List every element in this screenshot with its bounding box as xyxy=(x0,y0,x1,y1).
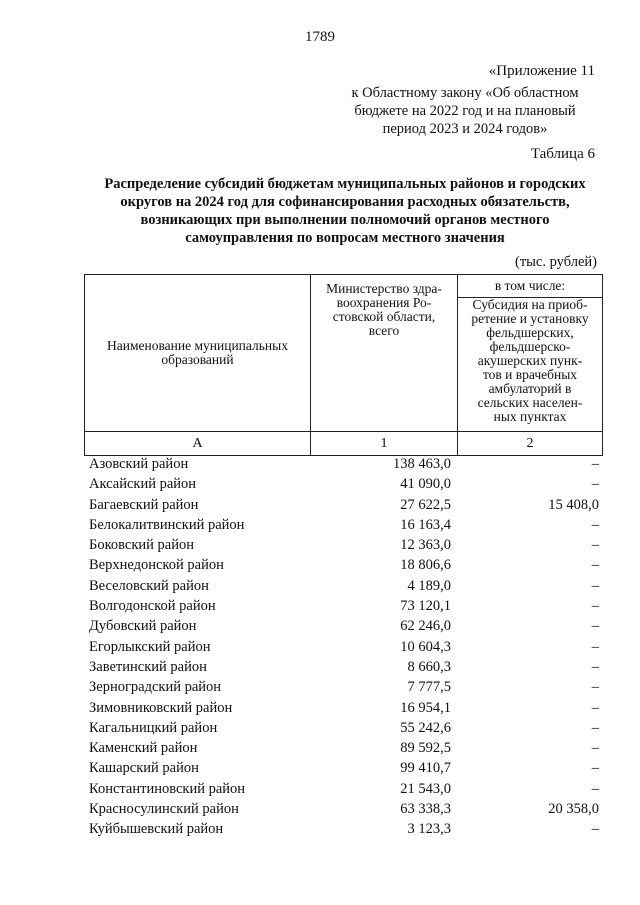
header-subsidy-line: амбулаторий в xyxy=(488,381,572,396)
row-total: 16 954,1 xyxy=(400,699,451,716)
header-subsidy-line: сельских населен- xyxy=(477,395,583,410)
header-total-line: всего xyxy=(368,323,400,338)
row-name: Заветинский район xyxy=(89,658,207,675)
header-subsidy-line: фельдшерско- xyxy=(489,339,571,354)
header-subsidy-line: ретение и установку xyxy=(471,311,589,326)
row-name: Белокалитвинский район xyxy=(89,516,245,533)
row-name: Зерноградский район xyxy=(89,679,222,696)
row-total: 3 123,3 xyxy=(407,821,451,838)
row-subsidy: – xyxy=(591,456,599,472)
row-subsidy: – xyxy=(591,516,599,533)
table-row xyxy=(84,677,604,697)
row-subsidy: – xyxy=(591,658,599,675)
header-subsidy-line: акушерских пунк- xyxy=(477,353,583,368)
row-name: Кашарский район xyxy=(89,760,199,777)
row-total: 62 246,0 xyxy=(400,618,451,635)
row-name: Аксайский район xyxy=(89,476,197,493)
header-total-line: стовской области, xyxy=(332,309,436,324)
row-name: Куйбышевский район xyxy=(89,821,224,838)
row-name: Азовский район xyxy=(89,456,189,472)
row-subsidy: – xyxy=(591,699,599,716)
table-row xyxy=(84,698,604,718)
law-reference-line: бюджете на 2022 год и на плановый xyxy=(354,103,576,119)
table-row xyxy=(84,637,604,657)
header-total-line: Министерство здра- xyxy=(326,281,442,296)
title-line: возникающих при выполнении полномочий органов местного xyxy=(140,212,550,228)
header-subsidy-line: тов и врачебных xyxy=(482,367,578,382)
row-total: 89 592,5 xyxy=(400,740,451,757)
table-header xyxy=(84,274,603,456)
row-total: 55 242,6 xyxy=(400,719,451,736)
table-row xyxy=(84,474,604,494)
row-name: Кагальницкий район xyxy=(89,719,218,736)
row-total: 12 363,0 xyxy=(400,537,451,554)
row-name: Дубовский район xyxy=(89,618,197,635)
table-row xyxy=(84,758,604,778)
row-total: 8 660,3 xyxy=(407,658,451,675)
column-code-1: 1 xyxy=(311,432,458,456)
table-row xyxy=(84,657,604,677)
row-subsidy: – xyxy=(591,557,599,574)
row-name: Константиновский район xyxy=(89,780,246,797)
row-subsidy: – xyxy=(591,598,599,615)
row-subsidy: – xyxy=(591,821,599,838)
row-total: 4 189,0 xyxy=(407,577,451,594)
page-number: 1789 xyxy=(305,29,335,45)
table-row xyxy=(84,515,604,535)
table-row xyxy=(84,495,604,515)
row-total: 7 777,5 xyxy=(407,679,451,696)
row-total: 18 806,6 xyxy=(400,557,451,574)
row-name: Веселовский район xyxy=(89,577,209,594)
law-reference-line: период 2023 и 2024 годов» xyxy=(382,121,548,137)
row-subsidy: – xyxy=(591,780,599,797)
row-subsidy: – xyxy=(591,760,599,777)
title-line: самоуправления по вопросам местного значения xyxy=(185,230,505,246)
row-name: Зимовниковский район xyxy=(89,699,233,716)
header-subsidy-line: фельдшерских, xyxy=(486,325,574,340)
appendix-heading: «Приложение 11 xyxy=(488,63,595,79)
row-name: Багаевский район xyxy=(89,496,199,513)
header-name-line: образований xyxy=(161,352,234,367)
column-code-a: А xyxy=(85,432,311,456)
row-subsidy: – xyxy=(591,719,599,736)
document-title xyxy=(80,175,610,247)
row-total: 21 543,0 xyxy=(400,780,451,797)
header-name-line: Наименование муниципальных xyxy=(107,338,288,353)
title-line: округов на 2024 год для софинансирования расходных обязательств, xyxy=(120,194,570,210)
table-row xyxy=(84,576,604,596)
header-including-cell: в том числе: xyxy=(458,275,603,298)
table-row xyxy=(84,738,604,758)
table-body xyxy=(84,454,604,840)
row-subsidy: – xyxy=(591,638,599,655)
header-subsidy-line: ных пунктах xyxy=(493,409,567,424)
row-subsidy: – xyxy=(591,618,599,635)
table-row xyxy=(84,596,604,616)
table-row xyxy=(84,555,604,575)
table-row xyxy=(84,799,604,819)
row-total: 63 338,3 xyxy=(400,801,451,818)
row-total: 138 463,0 xyxy=(393,456,451,472)
row-name: Каменский район xyxy=(89,740,198,757)
row-subsidy: 15 408,0 xyxy=(548,496,599,513)
row-total: 41 090,0 xyxy=(400,476,451,493)
law-reference-line: к Областному закону «Об областном xyxy=(351,85,579,101)
table-row xyxy=(84,718,604,738)
column-code-2: 2 xyxy=(458,432,603,456)
header-total-line: воохранения Ро- xyxy=(336,295,432,310)
row-name: Егорлыкский район xyxy=(89,638,211,655)
table-row xyxy=(84,779,604,799)
row-total: 73 120,1 xyxy=(400,598,451,615)
row-name: Волгодонской район xyxy=(89,598,216,615)
row-subsidy: 20 358,0 xyxy=(548,801,599,818)
row-subsidy: – xyxy=(591,577,599,594)
header-subsidy-line: Субсидия на приоб- xyxy=(472,297,588,312)
header-subsidy-cell xyxy=(458,298,603,432)
table-row xyxy=(84,454,604,474)
row-total: 16 163,4 xyxy=(400,516,451,533)
row-subsidy: – xyxy=(591,537,599,554)
row-name: Красносулинский район xyxy=(89,801,239,818)
row-total: 99 410,7 xyxy=(400,760,451,777)
law-reference xyxy=(335,84,595,138)
row-total: 27 622,5 xyxy=(400,496,451,513)
table-row xyxy=(84,535,604,555)
table-label: Таблица 6 xyxy=(530,146,595,162)
title-line: Распределение субсидий бюджетам муниципальных районов и городских xyxy=(104,176,586,192)
units-label: (тыс. рублей) xyxy=(515,254,597,270)
row-subsidy: – xyxy=(591,679,599,696)
row-subsidy: – xyxy=(591,476,599,493)
row-name: Боковский район xyxy=(89,537,194,554)
row-name: Верхнедонской район xyxy=(89,557,224,574)
header-total-cell xyxy=(311,275,458,432)
header-name-cell xyxy=(85,275,311,432)
row-subsidy: – xyxy=(591,740,599,757)
row-total: 10 604,3 xyxy=(400,638,451,655)
table-row xyxy=(84,819,604,839)
table-row xyxy=(84,616,604,636)
